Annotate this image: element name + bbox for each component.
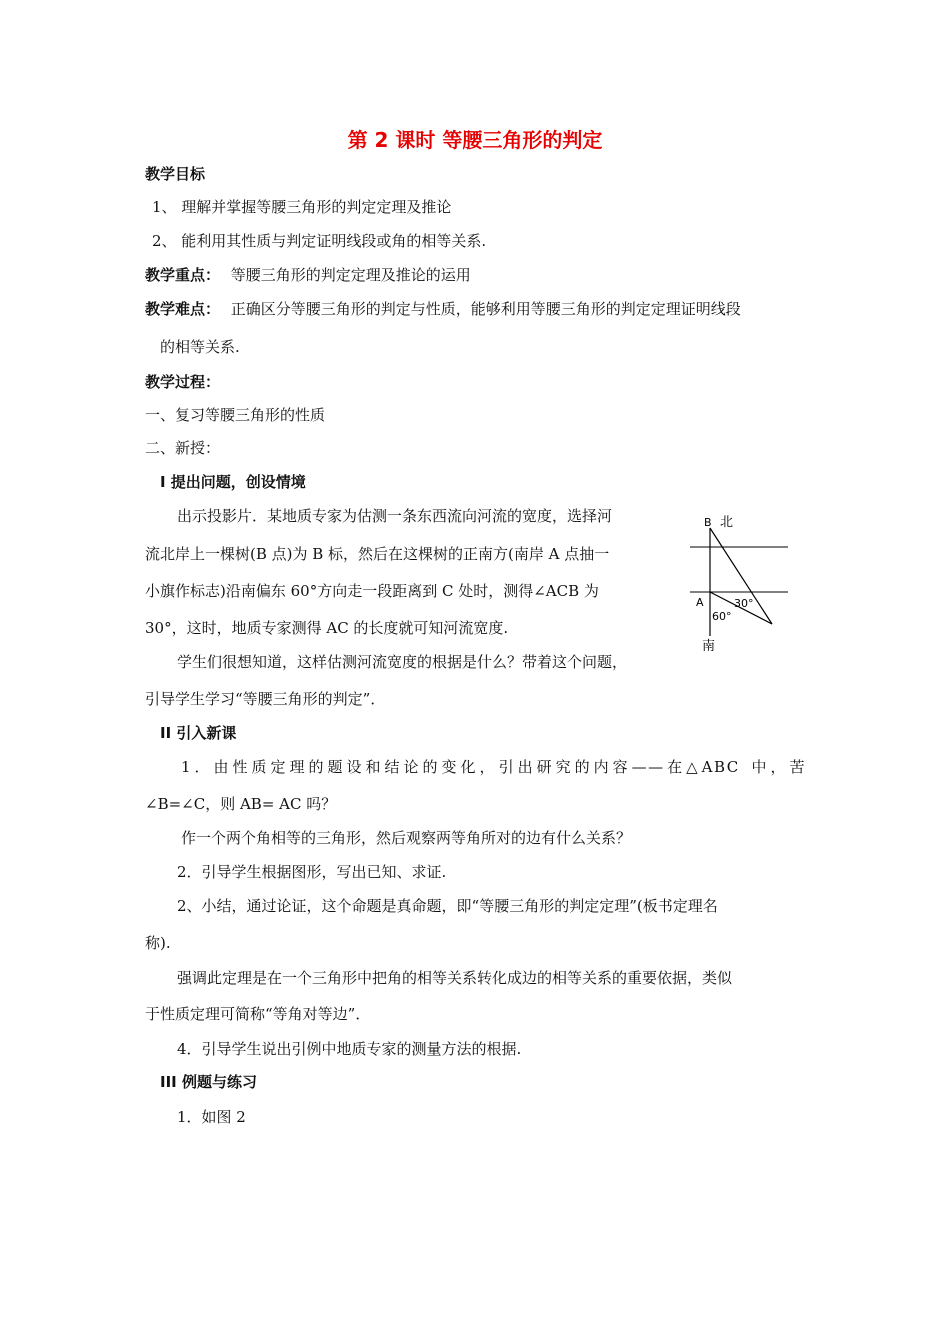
- paragraph-line: 引导学生学习“等腰三角形的判定”．: [145, 690, 386, 708]
- label-a: A: [696, 596, 704, 609]
- paragraph-line: 作一个两个角相等的三角形，然后观察两等角所对的边有什么关系？: [181, 829, 632, 847]
- section-heading-2: II 引入新课: [160, 724, 237, 742]
- new-lesson-step: 二、新授：: [145, 439, 221, 457]
- paragraph-line: 2、小结，通过论证，这个命题是真命题，即“等腰三角形的判定定理”(板书定理名: [177, 897, 718, 915]
- paragraph-line: 2．引导学生根据图形，写出已知、求证.: [177, 863, 447, 881]
- key-point-label: 教学重点：: [145, 266, 221, 284]
- paragraph-line: 称).: [145, 934, 171, 952]
- difficulty-text: 正确区分等腰三角形的判定与性质，能够利用等腰三角形的判定定理证明线段: [230, 300, 741, 318]
- paragraph-line: ∠B=∠C，则 AB= AC 吗？: [145, 795, 337, 813]
- key-point-text: 等腰三角形的判定定理及推论的运用: [230, 266, 471, 284]
- label-angle-30: 30°: [734, 597, 754, 610]
- paragraph-line: 学生们很想知道，这样估测河流宽度的根据是什么？带着这个问题，: [177, 653, 628, 671]
- key-point-row: [145, 264, 471, 286]
- paragraph-line: 30°，这时，地质专家测得 AC 的长度就可知河流宽度.: [145, 619, 509, 637]
- river-width-figure: [690, 506, 800, 656]
- paragraph-line: 4．引导学生说出引例中地质专家的测量方法的根据.: [177, 1040, 522, 1058]
- label-south: 南: [702, 639, 716, 654]
- section-heading-3: III 例题与练习: [160, 1073, 257, 1091]
- objectives-heading: 教学目标: [145, 165, 206, 183]
- paragraph-line: 1．由性质定理的题设和结论的变化，引出研究的内容——在△ABC 中，苦: [181, 758, 806, 776]
- paragraph-line: 流北岸上一棵树(B 点)为 B 标，然后在这棵树的正南方(南岸 A 点抽一: [145, 545, 610, 563]
- paragraph-line: 强调此定理是在一个三角形中把角的相等关系转化成边的相等关系的重要依据，类似: [177, 969, 733, 987]
- difficulty-row: [145, 298, 741, 320]
- label-b: B: [704, 516, 712, 529]
- review-step: 一、复习等腰三角形的性质: [145, 406, 326, 424]
- difficulty-label: 教学难点：: [145, 300, 221, 318]
- process-heading: 教学过程：: [145, 373, 221, 391]
- paragraph-line: 小旗作标志)沿南偏东 60°方向走一段距离到 C 处时，测得∠ACB 为: [145, 582, 599, 600]
- difficulty-text-cont: 的相等关系.: [160, 338, 240, 356]
- label-angle-60: 60°: [712, 610, 732, 623]
- label-north: 北: [720, 515, 734, 530]
- objective-item: 2、 能利用其性质与判定证明线段或角的相等关系.: [152, 232, 487, 250]
- paragraph-line: 出示投影片．某地质专家为估测一条东西流向河流的宽度，选择河: [177, 507, 613, 525]
- paragraph-line: 1．如图 2: [177, 1108, 246, 1126]
- paragraph-line: 于性质定理可简称“等角对等边”．: [145, 1005, 371, 1023]
- objective-item: 1、 理解并掌握等腰三角形的判定定理及推论: [152, 198, 452, 216]
- section-heading-1: I 提出问题，创设情境: [160, 473, 306, 491]
- page-title: 第 2 课时 等腰三角形的判定: [347, 128, 603, 152]
